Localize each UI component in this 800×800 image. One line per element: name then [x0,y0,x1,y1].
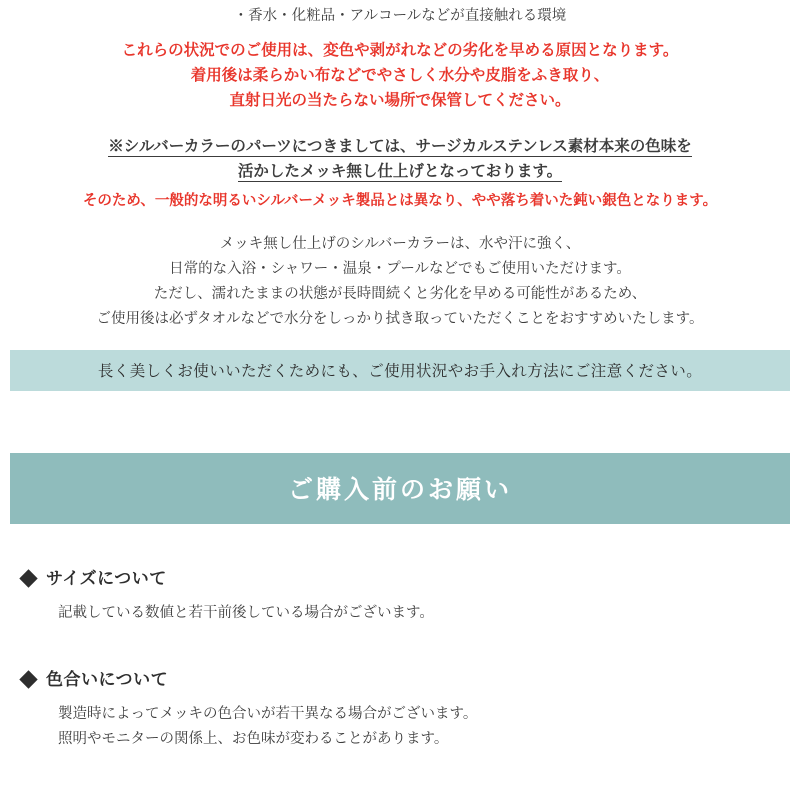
note-title-color-label: 色合いについて [46,669,169,689]
warning-line-1: これらの状況でのご使用は、変色や剥がれなどの劣化を早める原因となります。 [121,41,679,59]
note-title-size [22,564,800,589]
note-body-color-line-2: 照明やモニターの関係上、お色味が変わることがあります。 [58,730,449,747]
note-body-size-line-1: 記載している数値と若干前後している場合がございます。 [58,605,434,622]
silver-note-text-2: 活かしたメッキ無し仕上げとなっております。 [237,162,563,180]
note-body-color [22,702,800,753]
list-item [22,665,800,753]
purchase-section-heading: ご購入前のお願い [10,453,790,524]
diamond-bullet-icon [19,569,37,587]
silver-color-section [0,135,800,212]
environment-note: ・香水・化粧品・アルコールなどが直接触れる環境 [233,8,567,24]
care-highlight-band: 長く美しくお使いいただくためにも、ご使用状況やお手入れ方法にご注意ください。 [10,350,790,391]
care-line-3: ただし、濡れたままの状態が長時間続くと劣化を早める可能性があるため、 [153,286,647,303]
care-section [0,232,800,332]
care-line-4: ご使用後は必ずタオルなどで水分をしっかり拭き取っていただくことをおすすめいたします。 [96,311,704,328]
note-body-size [22,601,800,626]
diamond-bullet-icon [19,670,37,688]
note-title-size-label: サイズについて [46,569,167,589]
warning-line-2: 着用後は柔らかい布などでやさしく水分や皮脂をふき取り、 [190,66,610,84]
silver-red-note: そのため、一般的な明るいシルバーメッキ製品とは異なり、やや落ち着いた鈍い銀色となります。 [82,192,718,209]
purchase-notes-list [0,564,800,752]
warning-line-3: 直射日光の当たらない場所で保管してください。 [229,91,571,109]
list-item [22,564,800,626]
note-body-color-line-1: 製造時によってメッキの色合いが若干異なる場合がございます。 [58,705,478,722]
care-line-1: メッキ無し仕上げのシルバーカラーは、水や汗に強く、 [219,236,581,253]
silver-note-line-2 [0,160,800,185]
silver-note-text-1: ※シルバーカラーのパーツにつきましては、サージカルステンレス素材本来の色味を [108,138,692,156]
silver-note-line-1 [0,135,800,160]
note-title-color [22,665,800,690]
care-line-2: 日常的な入浴・シャワー・温泉・プールなどでもご使用いただけます。 [169,261,631,278]
warning-section [0,0,800,113]
